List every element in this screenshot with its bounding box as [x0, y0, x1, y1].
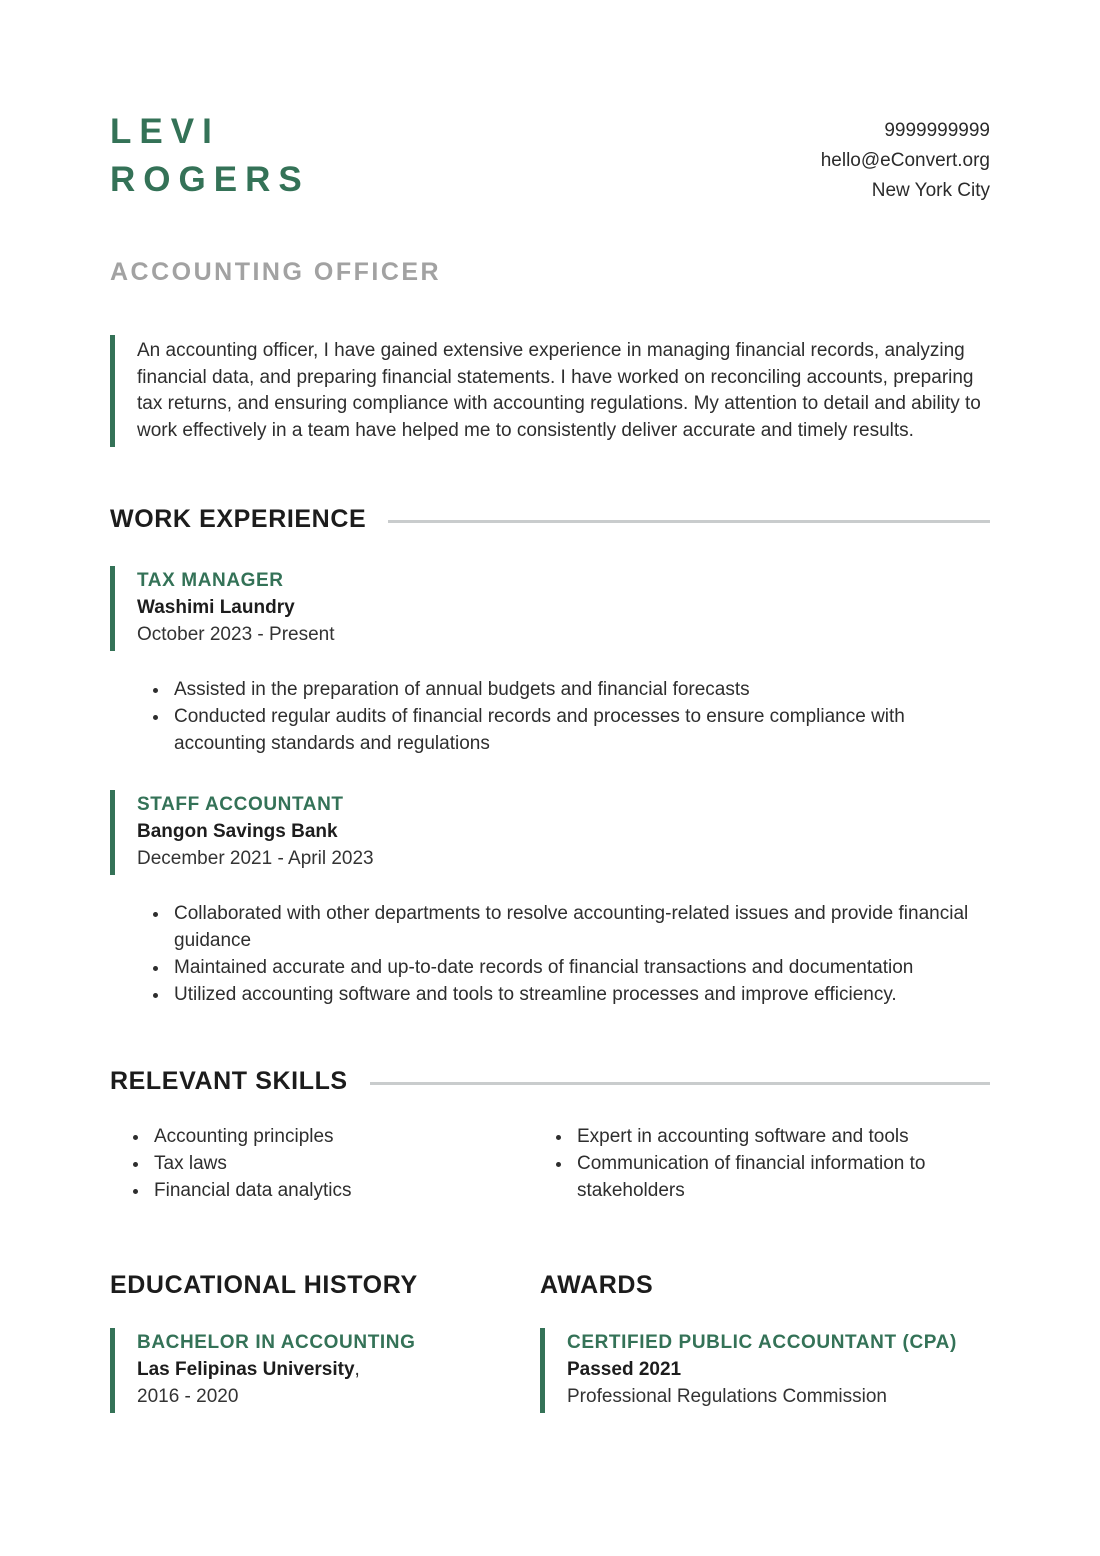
education-school [137, 1357, 540, 1384]
award-entry [540, 1328, 990, 1413]
awards-column [540, 1271, 990, 1413]
award-issuer: Professional Regulations Commission [567, 1385, 887, 1407]
summary-paragraph: An accounting officer, I have gained extensive experience in managing financial records, analyzing financial data, and preparing financial statements. I have worked on reconciling accounts, preparing tax returns, and ensuring compliance with accounting regulations. My attention to detail and ability to work effectively in a team have helped me to consistently deliver accurate and timely results. [110, 335, 990, 447]
skills-section-head [110, 1067, 990, 1096]
contact-location: New York City [871, 180, 990, 202]
job-bullet-list [110, 677, 990, 758]
skill-item: • Communication of financial information to stakeholders [573, 1151, 990, 1205]
education-dates: 2016 - 2020 [137, 1385, 239, 1407]
job-company: Washimi Laundry [137, 597, 295, 619]
contact-email: hello@eConvert.org [820, 150, 990, 172]
name-line-2: ROGERS [110, 160, 310, 200]
work-experience-heading: WORK EXPERIENCE [110, 505, 367, 534]
education-degree: BACHELOR IN ACCOUNTING [137, 1331, 416, 1353]
skill-item: • Accounting principles [150, 1124, 550, 1151]
job-dates: October 2023 - Present [137, 624, 335, 646]
skills-list-right [550, 1124, 990, 1205]
contact-phone: 9999999999 [884, 120, 990, 141]
job-dates: December 2021 - April 2023 [137, 848, 374, 870]
job-company: Bangon Savings Bank [137, 821, 338, 843]
skills-list-left [110, 1124, 550, 1205]
skill-item: • Expert in accounting software and tools [573, 1124, 990, 1151]
skills-heading: RELEVANT SKILLS [110, 1067, 348, 1096]
awards-heading: AWARDS [540, 1270, 654, 1299]
job-bullet: • Collaborated with other departments to resolve accounting-related issues and provide financial guidance [170, 901, 990, 955]
section-rule [388, 520, 990, 523]
job-bullet: • Conducted regular audits of financial records and processes to ensure compliance with accounting standards and regulations [170, 704, 990, 758]
contact-info [821, 108, 990, 206]
skills-column-right [550, 1124, 990, 1205]
section-rule [370, 1082, 990, 1085]
award-title: CERTIFIED PUBLIC ACCOUNTANT (CPA) [567, 1331, 957, 1353]
work-experience-section-head [110, 505, 990, 534]
skill-item: • Financial data analytics [150, 1178, 550, 1205]
skills-column-left [110, 1124, 550, 1205]
job-bullet: • Assisted in the preparation of annual budgets and financial forecasts [170, 677, 990, 704]
education-heading: EDUCATIONAL HISTORY [110, 1270, 418, 1299]
job-bullet-list [110, 901, 990, 1009]
skill-item: • Tax laws [150, 1151, 550, 1178]
job-entry [110, 566, 990, 651]
candidate-name [110, 108, 310, 205]
award-subtitle: Passed 2021 [567, 1358, 682, 1380]
bottom-columns [110, 1271, 990, 1413]
job-bullet: • Maintained accurate and up-to-date records of financial transactions and documentation [170, 955, 990, 982]
job-entry [110, 790, 990, 875]
education-column [110, 1271, 540, 1413]
header [110, 108, 990, 206]
education-school-suffix: , [354, 1358, 360, 1380]
skills-columns [110, 1124, 990, 1205]
name-line-1: LEVI [110, 112, 220, 151]
job-title-text: STAFF ACCOUNTANT [137, 794, 344, 816]
job-title-text: TAX MANAGER [137, 570, 284, 592]
education-entry [110, 1328, 540, 1413]
job-bullet: • Utilized accounting software and tools to streamline processes and improve efficiency. [170, 982, 990, 1009]
education-school-name: Las Felipinas University [137, 1358, 355, 1380]
job-title: ACCOUNTING OFFICER [110, 258, 442, 287]
